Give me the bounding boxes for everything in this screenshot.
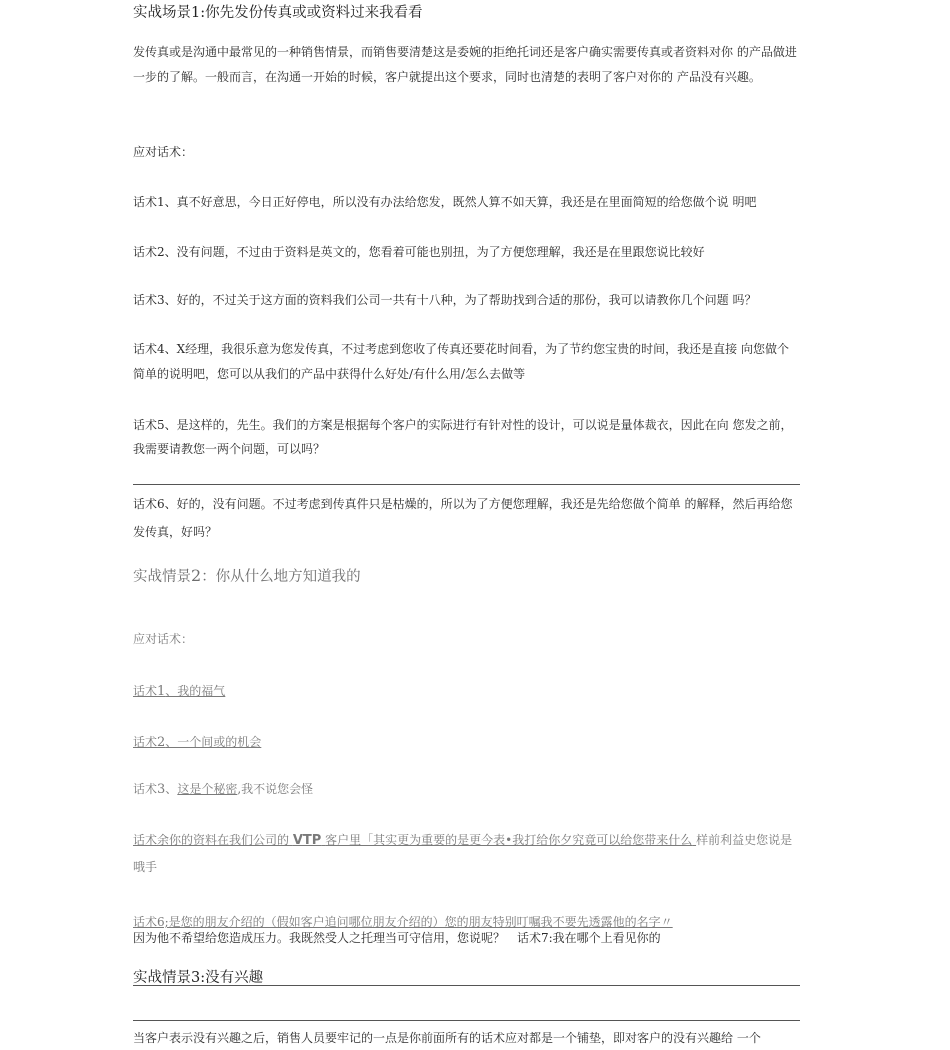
secret-text: 这是个秘密 — [177, 782, 238, 796]
section1-title: 实战场景1:你先发份传真或或资料过来我看看 — [133, 5, 423, 21]
section1-script-1: 话术1、真不好意思，今日正好停电，所以没有办法给您发，既然人算不如天算，我还是在里面简短的给您做个说 明吧 — [133, 195, 757, 209]
section1-script-3: 话术3、好的，不过关于这方面的资料我们公司一共有十八种，为了帮助找到合适的那份，我可以请教你几个问题 吗？ — [133, 293, 757, 307]
section3-intro: 当客户表示没有兴趣之后，销售人员要牢记的一点是你前面所有的话术应对都是一个铺垫，即对客户的没有兴趣给 一个 — [133, 1031, 761, 1045]
section2-script-6-cont: 因为他不希望给您造成压力。我既然受人之托理当可守信用，您说呢？ 话术7:我在哪个上看见你的 — [133, 931, 661, 945]
section2-script-4: 话术余你的资料在我们公司的 VTP 客户里「其实更为重要的是更今表•我打给你夕究竟可以给您带来什么 样前利益史您说是哦手 — [133, 833, 793, 874]
section1-intro: 发传真或是沟通中最常见的一种销售情景，而销售要清楚这是委婉的拒绝托词还是客户确实需要传真或者资料对你 的产品做进一步的了解。一般而言，在沟通一开始的时候，客户就提出这个要求，同时也清楚的表明了客户对你的 产品没有兴趣。 — [133, 45, 797, 84]
section2-title-suffix: ：你从什么地方知道我的 — [201, 569, 361, 585]
section2-script-3: 话术3、这是个秘密,我不说您会怪 — [133, 782, 314, 797]
section3-divider — [133, 1020, 800, 1021]
section2-script-2: 话术2、一个间或的机会 — [133, 735, 262, 750]
section2-title-prefix: 实战情景 — [133, 569, 191, 585]
vtp-label: VTP — [292, 833, 322, 848]
section2-title — [133, 565, 800, 586]
section1-script-5: 话术5、是这样的，先生。我们的方案是根据每个客户的实际进行有针对性的设计，可以说是量体裁衣，因此在向 您发之前，我需要请教您一两个问题，可以吗？ — [133, 418, 793, 456]
section2-response-label: 应对话术： — [133, 632, 194, 646]
section2-title-number: 2 — [191, 566, 202, 585]
section1-script-4: 话术4、X经理，我很乐意为您发传真，不过考虑到您收了传真还要花时间看，为了节约您宝贵的时间，我还是直接 向您做个简单的说明吧，您可以从我们的产品中获得什么好处/有什么用/怎么去做等 — [133, 342, 789, 381]
section3-title-underline — [133, 985, 800, 986]
section2-script-6: 话术6;是您的朋友介绍的（假如客户追问哪位朋友介绍的）您的朋友特别叮嘱我不要先透露他的名字〃 — [133, 915, 673, 929]
section1-script-6: 话术6、好的，没有问题。不过考虑到传真件只是枯燥的，所以为了方便您理解，我还是先给您做个简单 的解释，然后再给您发传真，好吗？ — [133, 497, 793, 539]
divider-line — [133, 484, 800, 485]
section1-script-2: 话术2、没有问题，不过由于资料是英文的，您看着可能也别扭，为了方便您理解，我还是在里跟您说比较好 — [133, 245, 705, 259]
section3-title: 实战情景3:没有兴趣 — [133, 970, 264, 986]
section2-script-1: 话术1、我的福气 — [133, 684, 226, 699]
section1-response-label: 应对话术： — [133, 145, 194, 159]
